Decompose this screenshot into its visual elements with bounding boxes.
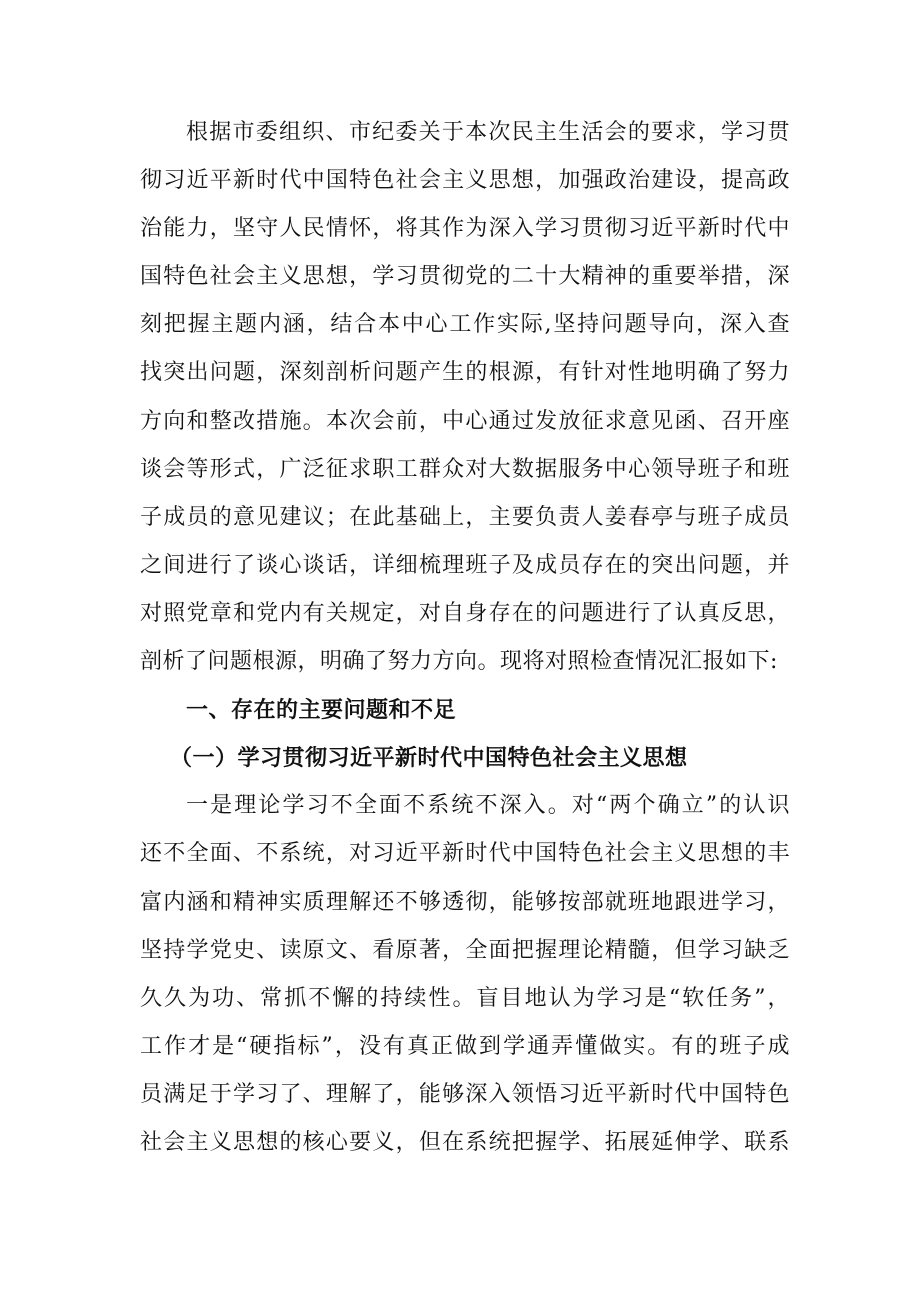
text-line: 工作才是“硬指标”，没有真正做到学通弄懂做实。有的班子成 xyxy=(140,1033,790,1059)
subsection-heading: （一）学习贯彻习近平新时代中国特色社会主义思想 xyxy=(170,745,688,772)
section-paragraph xyxy=(140,782,790,1167)
text-line: 方向和整改措施。本次会前，中心通过发放征求意见函、召开座 xyxy=(140,408,790,434)
text-line: 剖析了问题根源，明确了努力方向。现将对照检查情况汇报如下: xyxy=(140,649,778,675)
text-line: 刻把握主题内涵，结合本中心工作实际,坚持问题导向，深入查 xyxy=(140,312,790,338)
section-heading: 一、存在的主要问题和不足 xyxy=(186,697,457,724)
document-body xyxy=(140,109,790,1167)
text-line: 员满足于学习了、理解了，能够深入领悟习近平新时代中国特色 xyxy=(140,1081,790,1107)
text-line: 一是理论学习不全面不系统不深入。对“两个确立”的认识 xyxy=(186,793,790,819)
text-line: 彻习近平新时代中国特色社会主义思想，加强政治建设，提高政 xyxy=(140,168,790,194)
text-line: 找突出问题，深刻剖析问题产生的根源，有针对性地明确了努力 xyxy=(140,360,790,386)
text-line: 谈会等形式，广泛征求职工群众对大数据服务中心领导班子和班 xyxy=(140,456,790,482)
text-line: 治能力，坚守人民情怀，将其作为深入学习贯彻习近平新时代中 xyxy=(140,216,790,242)
text-line: 久久为功、常抓不懈的持续性。盲目地认为学习是“软任务”， xyxy=(140,985,790,1011)
text-line: 子成员的意见建议；在此基础上，主要负责人姜春亭与班子成员 xyxy=(140,504,790,530)
text-line: 坚持学党史、读原文、看原著，全面把握理论精髓，但学习缺乏 xyxy=(140,937,790,963)
text-line: 对照党章和党内有关规定，对自身存在的问题进行了认真反思， xyxy=(140,600,790,626)
text-line: 根据市委组织、市纪委关于本次民主生活会的要求，学习贯 xyxy=(186,120,790,145)
text-line: 国特色社会主义思想，学习贯彻党的二十大精神的重要举措，深 xyxy=(140,264,790,290)
intro-paragraph xyxy=(140,109,790,686)
text-line: 社会主义思想的核心要义，但在系统把握学、拓展延伸学、联系 xyxy=(140,1129,790,1155)
text-line: 还不全面、不系统，对习近平新时代中国特色社会主义思想的丰 xyxy=(140,841,790,867)
text-line: 富内涵和精神实质理解还不够透彻，能够按部就班地跟进学习， xyxy=(140,889,790,915)
text-line: 之间进行了谈心谈话，详细梳理班子及成员存在的突出问题，并 xyxy=(140,552,790,578)
